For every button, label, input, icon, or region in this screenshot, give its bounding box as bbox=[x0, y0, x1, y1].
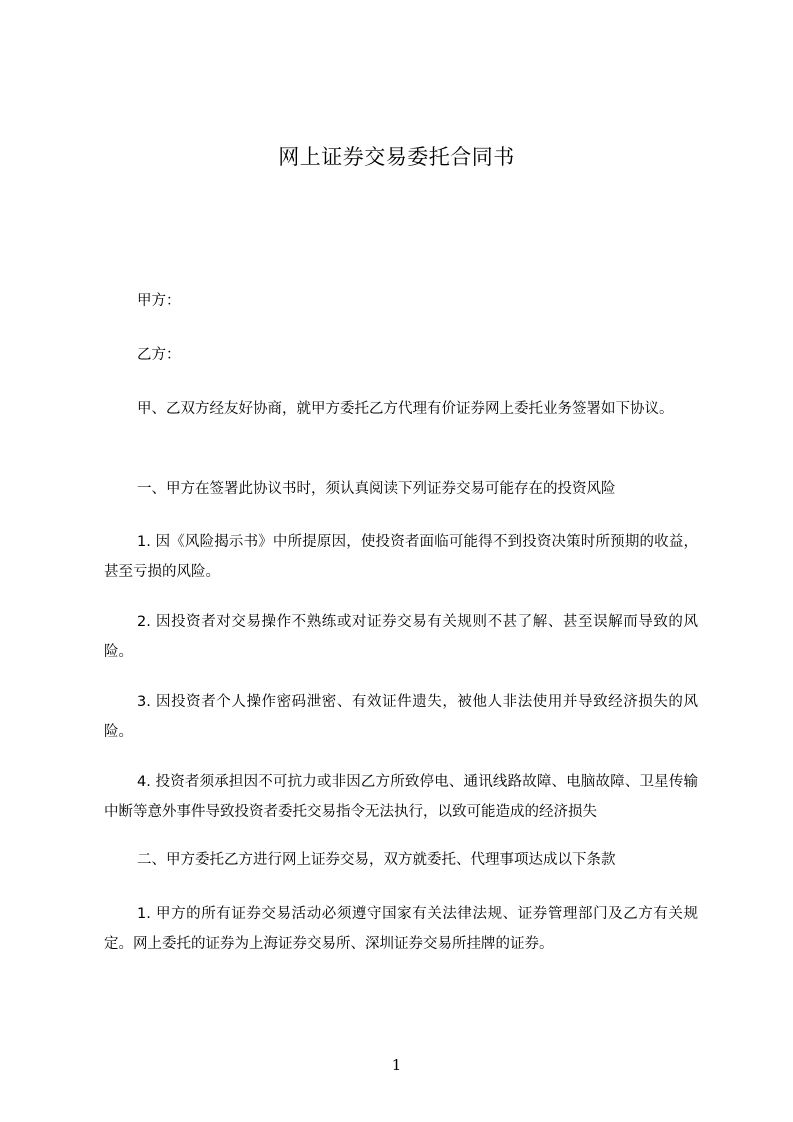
section1-item-3: 3. 因投资者个人操作密码泄密、有效证件遗失，被他人非法使用并导致经济损失的风险。 bbox=[104, 694, 698, 740]
section1-item-2: 2. 因投资者对交易操作不熟练或对证券交易有关规则不甚了解、甚至误解而导致的风险。 bbox=[104, 614, 698, 660]
section2-item-1: 1. 甲方的所有证券交易活动必须遵守国家有关法律法规、证券管理部门及乙方有关规定。网上委托的证券为上海证券交易所、深圳证券交易所挂牌的证券。 bbox=[104, 906, 698, 952]
section1-item-1: 1. 因《风险揭示书》中所提原因，使投资者面临可能得不到投资决策时所预期的收益，甚至亏损的风险。 bbox=[104, 534, 698, 580]
party-a-line: 甲方： bbox=[137, 293, 181, 309]
page-number: 1 bbox=[391, 1056, 402, 1074]
document-title: 网上证券交易委托合同书 bbox=[278, 145, 515, 169]
intro-paragraph: 甲、乙双方经友好协商，就甲方委托乙方代理有价证券网上委托业务签署如下协议。 bbox=[137, 401, 674, 417]
section2-heading: 二、甲方委托乙方进行网上证券交易，双方就委托、代理事项达成以下条款 bbox=[137, 852, 616, 868]
section1-item-4: 4. 投资者须承担因不可抗力或非因乙方所致停电、通讯线路故障、电脑故障、卫星传输中断等意外事件导致投资者委托交易指令无法执行，以致可能造成的经济损失 bbox=[104, 774, 698, 820]
section1-heading: 一、甲方在签署此协议书时，须认真阅读下列证券交易可能存在的投资风险 bbox=[137, 481, 616, 497]
party-b-line: 乙方： bbox=[137, 347, 181, 363]
